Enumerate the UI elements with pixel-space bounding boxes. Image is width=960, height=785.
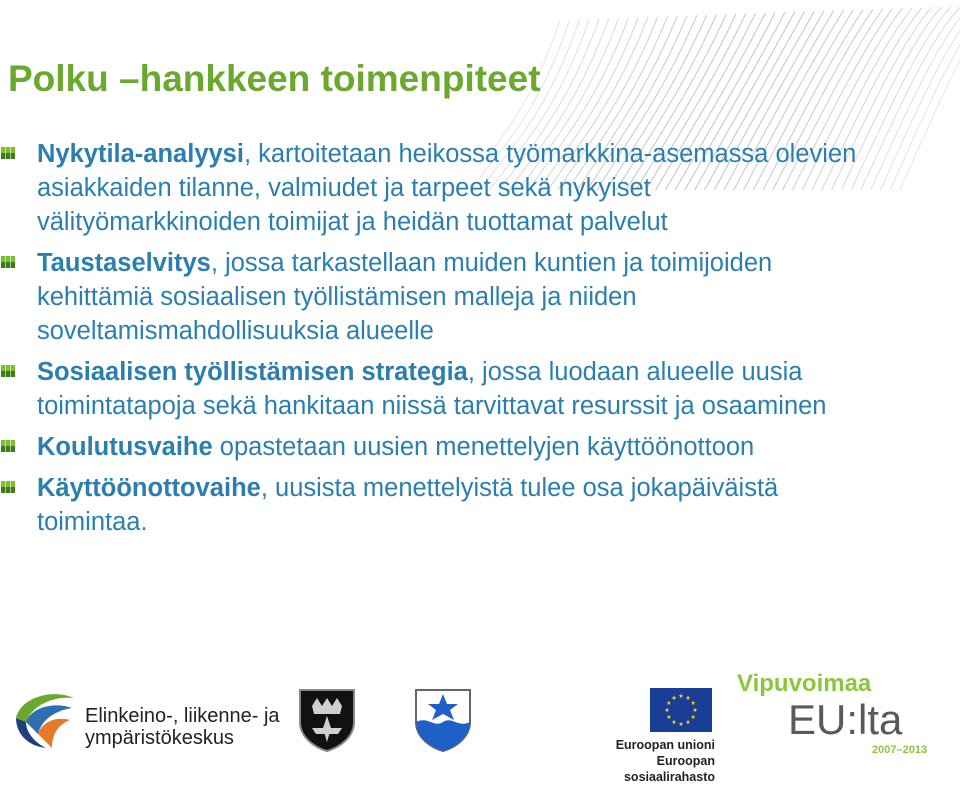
logo-footer	[0, 670, 960, 784]
coat-of-arms-black-icon	[298, 688, 356, 752]
vipuvoimaa-title: Vipuvoimaa	[737, 670, 872, 697]
ely-line-1: Elinkeino-, liikenne- ja	[85, 705, 280, 727]
bullet-item	[0, 137, 880, 239]
bullet-text	[37, 137, 877, 239]
bullet-text	[37, 355, 877, 423]
ely-centre-name	[85, 705, 280, 749]
bullet-rest: , uusista menettelyistä tulee osa jokapäiväistä toimintaa.	[37, 474, 779, 536]
bullet-rest: , kartoitetaan heikossa työmarkkina-asemassa olevien asiakkaiden tilanne, valmiudet ja tarpeet sekä nykyiset välityömarkkinoiden toimijat ja heidän tuottamat palvelut	[37, 140, 857, 236]
bullet-bold: Sosiaalisen työllistämisen strategia	[37, 358, 468, 386]
bullet-rest: , jossa tarkastellaan muiden kuntien ja toimijoiden kehittämiä sosiaalisen työllistämisen malleja ja niiden soveltamismahdollisuuksia alueelle	[37, 249, 773, 345]
eulta-logo-text: EU:lta	[788, 696, 903, 743]
bullet-list	[0, 137, 880, 546]
bullet-square-icon	[1, 365, 15, 377]
eu-fund-label	[575, 737, 715, 785]
bullet-text	[37, 430, 877, 464]
page-title: Polku –hankkeen toimenpiteet	[8, 58, 541, 99]
bullet-square-icon	[1, 147, 15, 159]
bullet-item	[0, 430, 880, 464]
ely-centre-logo-icon	[12, 688, 76, 750]
bullet-item	[0, 355, 880, 423]
bullet-bold: Koulutusvaihe	[37, 433, 213, 461]
bullet-text	[37, 246, 877, 348]
bullet-item	[0, 471, 880, 539]
bullet-square-icon	[1, 440, 15, 452]
eu-flag-icon	[650, 688, 712, 732]
bullet-square-icon	[1, 256, 15, 268]
bullet-square-icon	[1, 481, 15, 493]
eu-line-2: Euroopan sosiaalirahasto	[623, 754, 715, 784]
ely-line-2: ympäristökeskus	[85, 727, 234, 749]
bullet-bold: Taustaselvitys	[37, 249, 211, 277]
coat-of-arms-blue-icon	[414, 688, 472, 752]
eu-line-1: Euroopan unioni	[615, 738, 715, 752]
bullet-bold: Käyttöönottovaihe	[37, 474, 261, 502]
bullet-item	[0, 246, 880, 348]
bullet-rest: , jossa luodaan alueelle uusia toimintatapoja sekä hankitaan niissä tarvittavat resurssit ja osaaminen	[37, 358, 827, 420]
bullet-bold: Nykytila-analyysi	[37, 140, 244, 168]
program-years: 2007–2013	[872, 744, 928, 756]
bullet-text	[37, 471, 877, 539]
bullet-rest: opastetaan uusien menettelyjen käyttöönottoon	[212, 433, 755, 461]
